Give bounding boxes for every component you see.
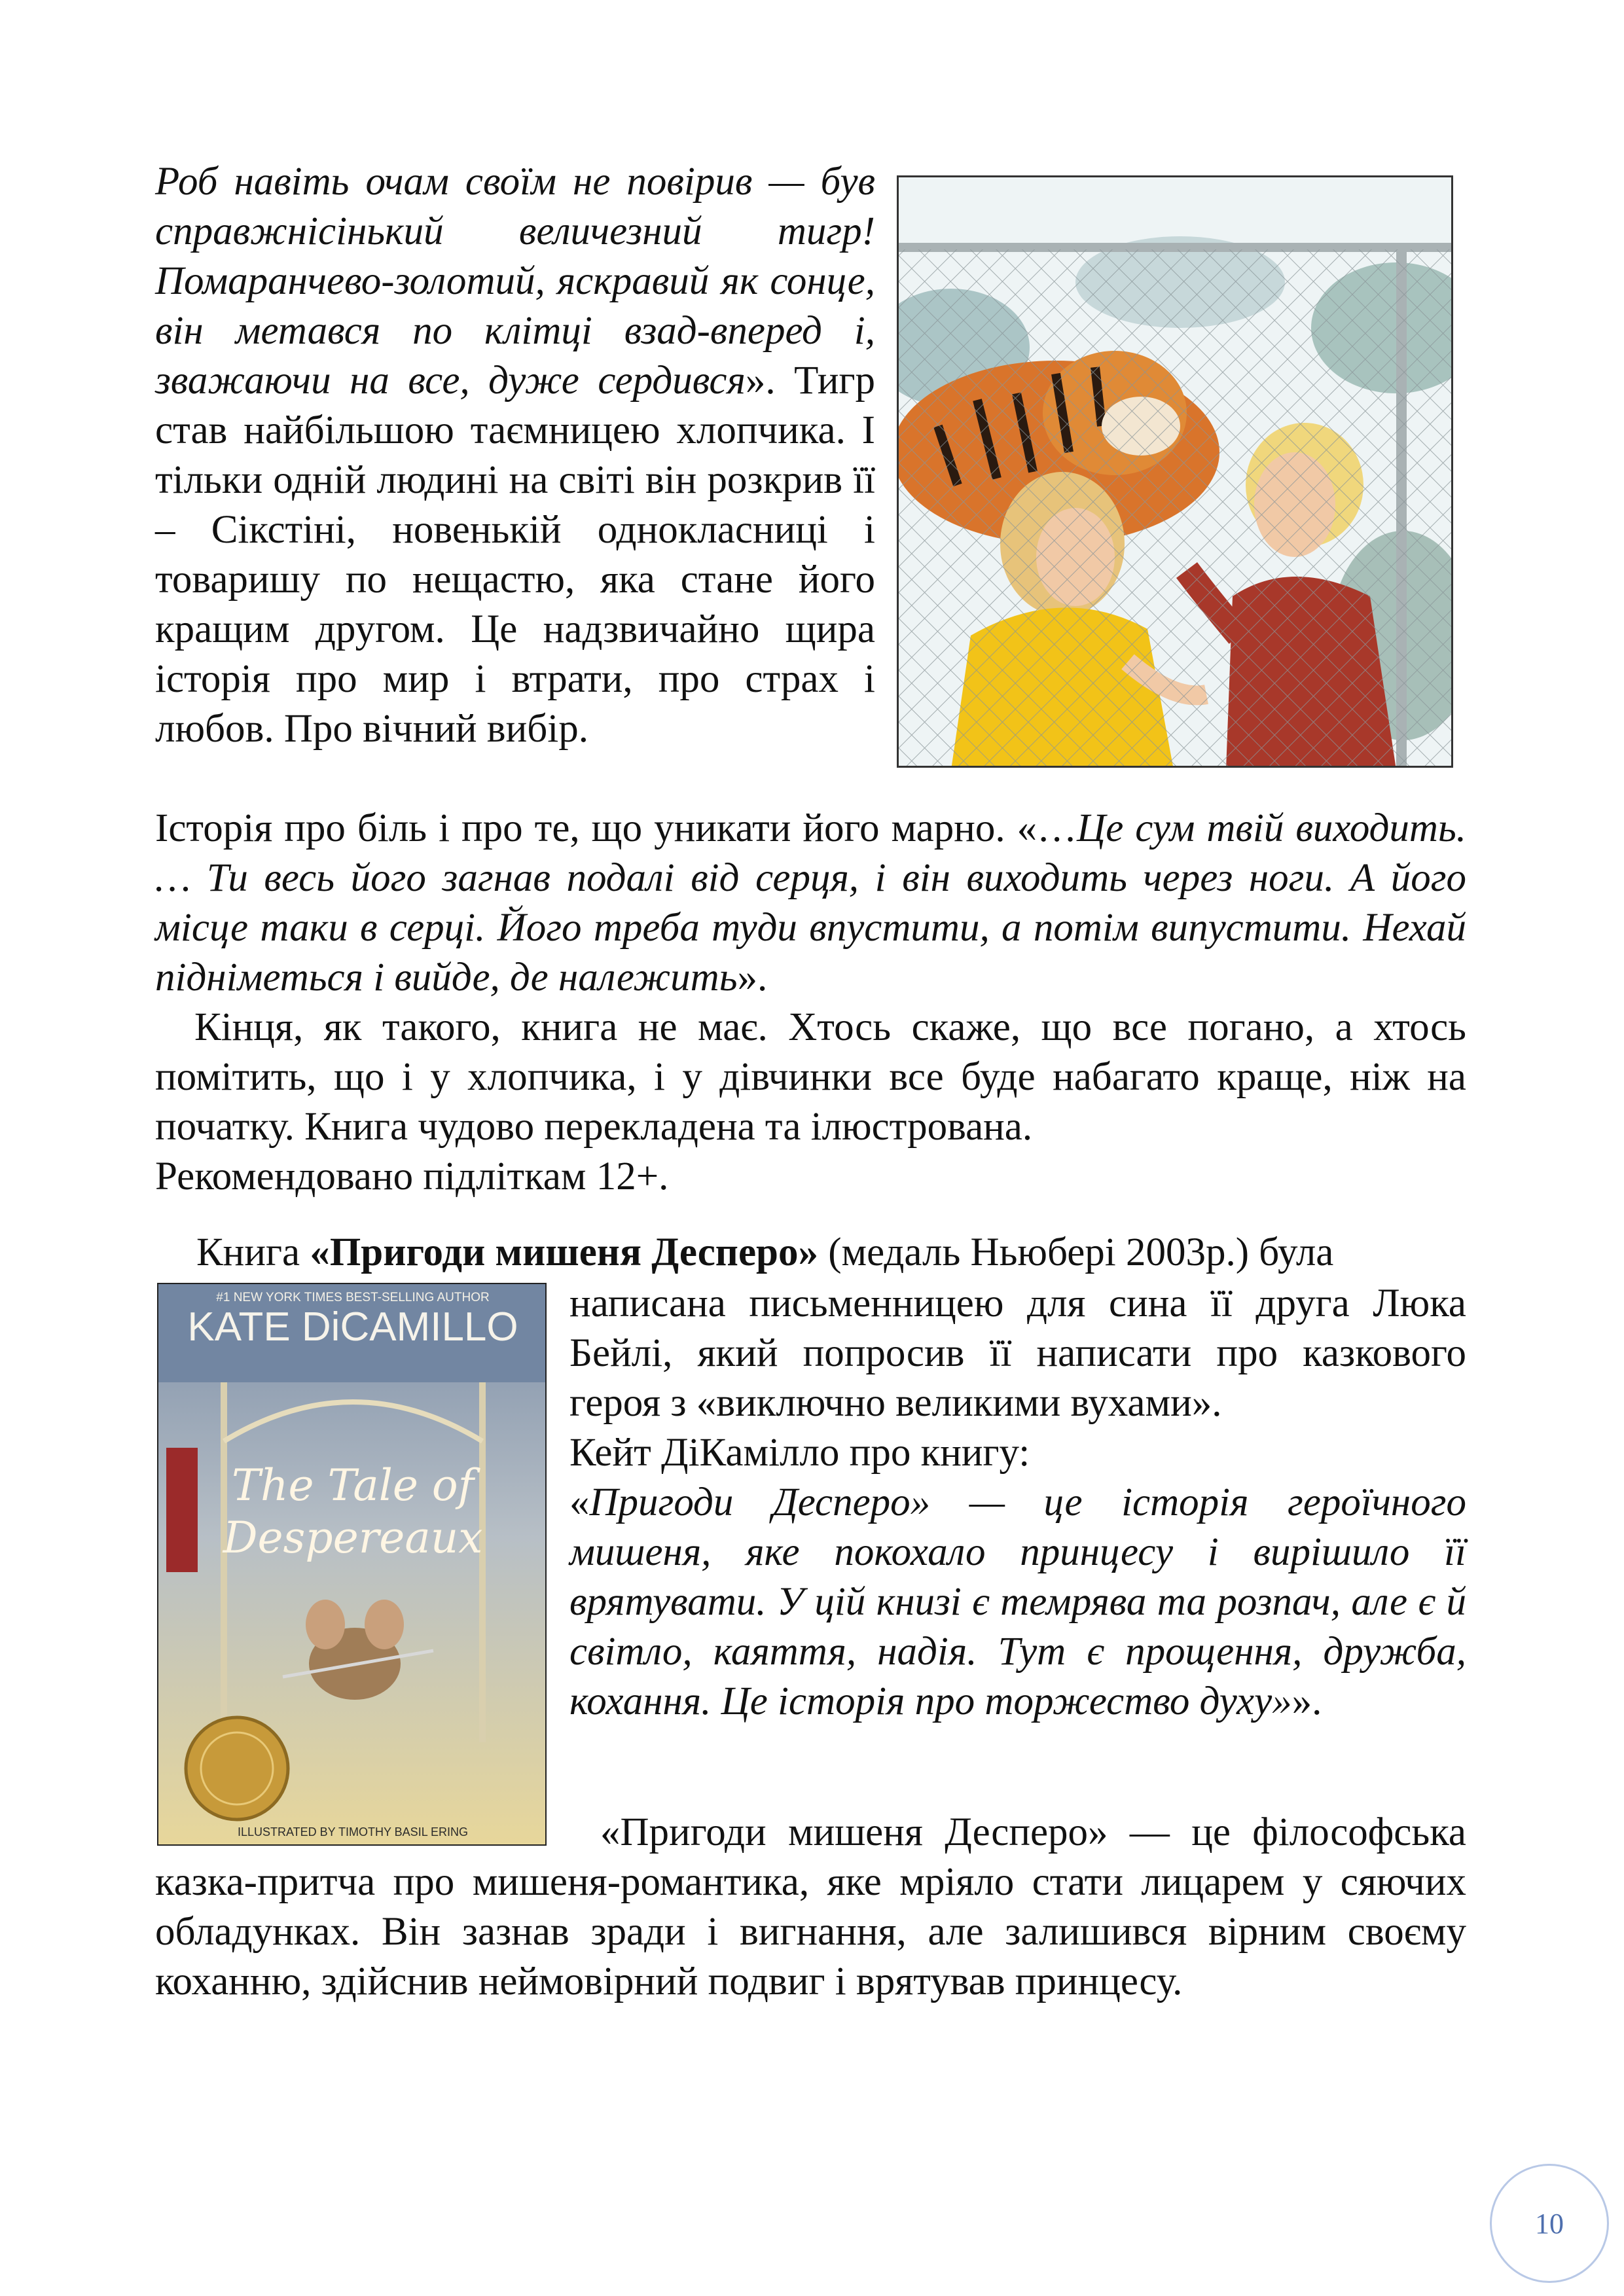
- book-cover: [157, 1283, 547, 1846]
- paragraph-2-text: Кінця, як такого, книга не має. Хтось скаже, що все погано, а хтось помітить, що і у хлопчика, і у дівчинки все буде набагато краще, ніж на початку. Книга чудово перекладена та ілюстрована.: [155, 1005, 1466, 1149]
- paragraph-3-first-line: [196, 1228, 1466, 1278]
- paragraph-3-medal: (медаль Ньюбері 2003р.) була: [818, 1230, 1334, 1274]
- author-quote: «Пригоди Десперо» — це історія героїчного мишеня, яке покохало принцесу і вирішило її врятувати. У цій книзі є темрява та розпач, але є й світло, каяття, надія. Тут є прощення, дружба, кохання. Це історія про торжество духу»».: [569, 1480, 1466, 1723]
- cover-title-line1: The Tale of: [231, 1460, 475, 1511]
- author-about-book: Кейт ДіКамілло про книгу:: [569, 1431, 1030, 1475]
- cover-tagline: #1 NEW YORK TIMES BEST-SELLING AUTHOR: [216, 1291, 490, 1304]
- paragraph-1-continued: [155, 804, 1466, 1202]
- age-recommendation: Рекомендовано підліткам 12+.: [155, 1155, 669, 1198]
- paragraph-4: [155, 1808, 1466, 2007]
- paragraph-1-text: ». Тигр став найбільшою таємницею хлопчика. І тільки одній людині на світі він розкрив її – Сікстіні, новенькій однокласниці і товаришу по нещастю, яка стане його кращим другом. Це надзвичайно щира історія про мир і втрати, про страх і любов. Про вічний вибір.: [155, 359, 875, 751]
- paragraph-3-text: написана письменницею для сина її друга Люка Бейлі, який попросив її написати про казкового героя з «виключно великими вухами».: [569, 1282, 1466, 1425]
- quote-tiger: Роб навіть очам своїм не повірив — був справжнісінький величезний тигр! Помаранчево-золотий, яскравий як сонце, він метався по клітці взад-вперед і, зважаючи на все, дуже сердився: [155, 160, 875, 403]
- page-number: 10: [1490, 2164, 1609, 2283]
- paragraph-1: [155, 157, 875, 754]
- book-title: «Пригоди мишеня Десперо»: [310, 1230, 818, 1274]
- paragraph-4-text: «Пригоди мишеня Десперо» — це філософська казка-притча про мишеня-романтика, яке мріяло стати лицарем у сяючих обладунках. Він зазнав зради і вигнання, але залишився вірним своєму коханню, здійснив неймовірний подвиг і врятував принцесу.: [155, 1810, 1466, 2003]
- paragraph-1-end: ».: [737, 956, 768, 999]
- cover-title-line2: Despereaux: [223, 1513, 483, 1563]
- tiger-illustration: [897, 175, 1453, 768]
- paragraph-1-text-2: Історія про біль і про те, що уникати його марно. «…: [155, 806, 1077, 850]
- cover-author: KATE DiCAMILLO: [187, 1304, 518, 1350]
- paragraph-1-wrapped: [155, 157, 875, 754]
- paragraph-3-body: [569, 1279, 1466, 1727]
- author-quote-text: Пригоди Десперо» — це історія героїчного мишеня, яке покохало принцесу і вирішило її врятувати. У цій книзі є темрява та розпач, але є й світло, каяття, надія. Тут є прощення, дружба, кохання. Це історія про торжество духу»: [569, 1480, 1466, 1723]
- paragraph-2: [155, 1003, 1466, 1152]
- book-cover-art: [158, 1284, 547, 1846]
- paragraph-3-lead: Книга: [196, 1230, 310, 1274]
- tiger-illustration-art: [899, 177, 1453, 768]
- quote-sorrow: Це сум твій виходить. … Ти весь його загнав подалі від серця, і він виходить через ноги. А його місце таки в серці. Його треба туди впустити, а потім випустити. Нехай підніметься і вийде, де належить: [155, 806, 1466, 999]
- cover-illustrator: ILLUSTRATED BY TIMOTHY BASIL ERING: [237, 1825, 469, 1839]
